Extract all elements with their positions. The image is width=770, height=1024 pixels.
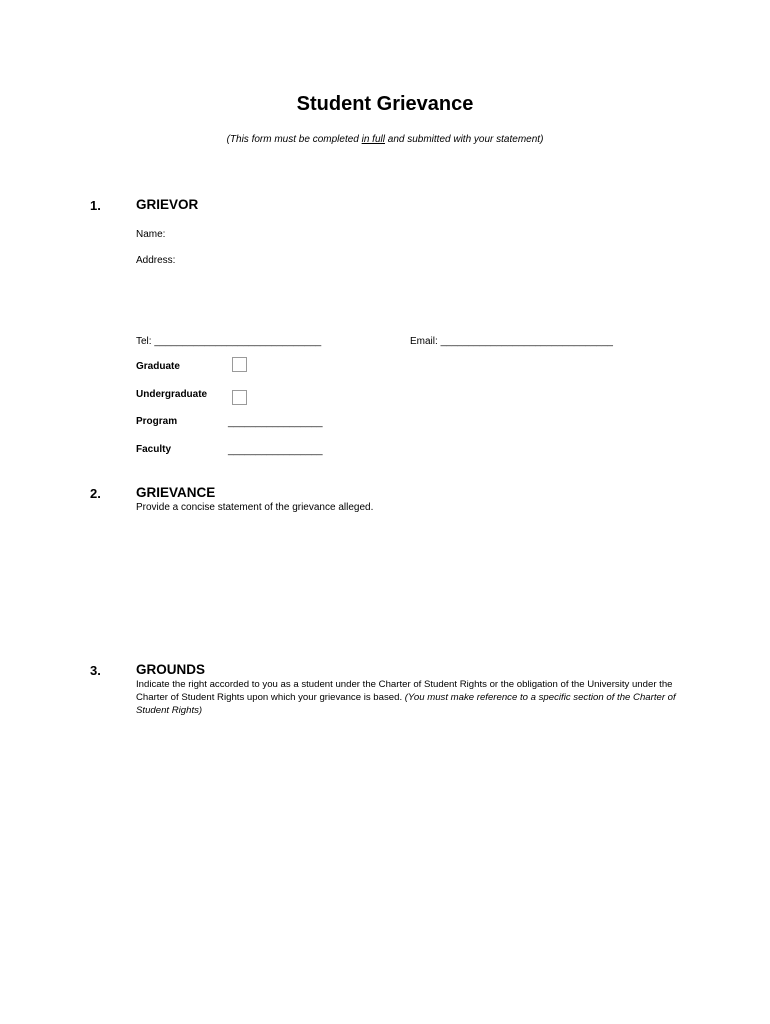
form-instructions bbox=[0, 134, 770, 145]
email-line: _______________________________ bbox=[440, 336, 613, 347]
section-number: 1. bbox=[90, 198, 101, 213]
undergraduate-checkbox[interactable] bbox=[232, 390, 247, 405]
grounds-text: Indicate the right accorded to you as a student under the Charter of Student Rights or the obligation of the University under the Charter of Student Rights upon which your grievance is based. bbox=[136, 679, 673, 703]
instructions-emphasis: in full bbox=[361, 134, 385, 145]
page-title: Student Grievance bbox=[296, 93, 474, 115]
undergraduate-label: Undergraduate bbox=[136, 389, 208, 400]
tel-line: ______________________________ bbox=[154, 336, 322, 347]
name-label: Name: bbox=[136, 229, 166, 240]
graduate-label: Graduate bbox=[136, 361, 180, 372]
section-title-grievor: GRIEVOR bbox=[136, 197, 199, 212]
tel-label: Tel: bbox=[136, 336, 152, 347]
grounds-description bbox=[136, 678, 681, 717]
section-number: 3. bbox=[90, 663, 101, 678]
email-field[interactable] bbox=[410, 336, 613, 347]
tel-field[interactable] bbox=[136, 336, 321, 347]
section-title-grievance: GRIEVANCE bbox=[136, 485, 216, 500]
faculty-line[interactable]: _________________ bbox=[228, 445, 323, 456]
faculty-label: Faculty bbox=[136, 444, 172, 455]
address-label: Address: bbox=[136, 255, 176, 266]
instructions-text-before: (This form must be completed bbox=[226, 134, 362, 145]
email-label: Email: bbox=[410, 336, 438, 347]
grounds-note: (You must make reference to a specific section of the Charter of Student Rights) bbox=[136, 692, 676, 716]
grievance-description: Provide a concise statement of the grievance alleged. bbox=[136, 502, 374, 513]
program-line[interactable]: _________________ bbox=[228, 417, 323, 428]
program-label: Program bbox=[136, 416, 178, 427]
instructions-text-after: and submitted with your statement) bbox=[384, 134, 544, 145]
graduate-checkbox[interactable] bbox=[232, 357, 247, 372]
section-title-grounds: GROUNDS bbox=[136, 662, 206, 677]
section-number: 2. bbox=[90, 486, 101, 501]
